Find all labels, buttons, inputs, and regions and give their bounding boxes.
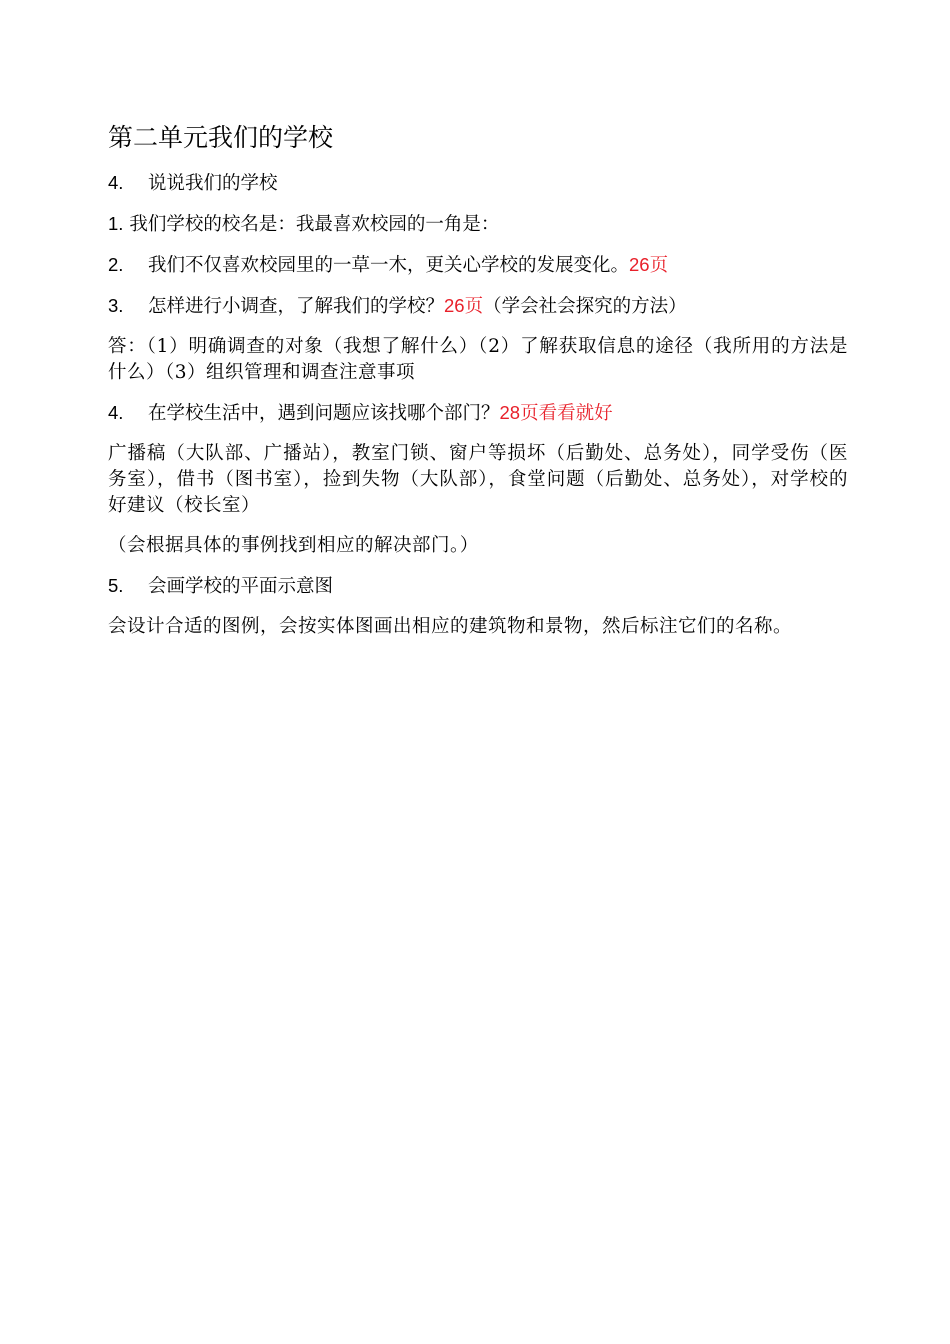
item-number: 2.	[108, 254, 124, 275]
page-reference-label: 页	[649, 255, 669, 276]
item-suffix: （学会社会探究的方法）	[483, 296, 687, 317]
item-number: 5.	[108, 575, 124, 596]
page-reference	[444, 296, 483, 317]
item-text: 会画学校的平面示意图	[148, 576, 334, 597]
document-page	[108, 118, 848, 654]
item-text: 怎样进行小调查，了解我们的学校？	[148, 296, 445, 317]
page-reference-label: 页看看就好	[520, 403, 613, 424]
page-reference	[500, 403, 613, 424]
item-text: 说说我们的学校	[148, 173, 278, 194]
answer-paragraph: 答：（1）明确调查的对象（我想了解什么）（2）了解获取信息的途径（我所用的方法是什么）（3）组织管理和调查注意事项	[108, 336, 848, 383]
item-draw-map	[108, 573, 848, 600]
item-number: 3.	[108, 295, 124, 316]
closing-paragraph: 会设计合适的图例，会按实体图画出相应的建筑物和景物，然后标注它们的名称。	[108, 616, 793, 637]
departments-paragraph: 广播稿（大队部、广播站），教室门锁、窗户等损坏（后勤处、总务处），同学受伤（医务室），借书（图书室），捡到失物（大队部），食堂问题（后勤处、总务处），对学校的好建议（校长室）	[108, 443, 848, 516]
item-speak-about-school	[108, 170, 848, 197]
item-text: 在学校生活中，遇到问题应该找哪个部门？	[148, 403, 500, 424]
page-reference-number: 26	[629, 254, 650, 275]
page-reference-number: 28	[499, 402, 521, 423]
item-school-changes	[108, 252, 848, 279]
page-reference-number: 26	[444, 295, 465, 316]
page-reference	[629, 255, 668, 276]
page-reference-label: 页	[464, 296, 484, 317]
item-text: 我们学校的校名是：我最喜欢校园的一角是：	[129, 214, 500, 235]
item-text: 我们不仅喜欢校园里的一草一木，更关心学校的发展变化。	[148, 255, 630, 276]
item-which-department	[108, 400, 848, 427]
note-paragraph: （会根据具体的事例找到相应的解决部门。）	[108, 535, 479, 556]
item-number: 1.	[108, 213, 124, 234]
item-survey-question	[108, 293, 848, 320]
unit-title: 第二单元我们的学校	[108, 123, 334, 152]
item-number: 4.	[108, 402, 124, 423]
item-number: 4.	[108, 172, 124, 193]
item-school-name	[108, 211, 848, 238]
